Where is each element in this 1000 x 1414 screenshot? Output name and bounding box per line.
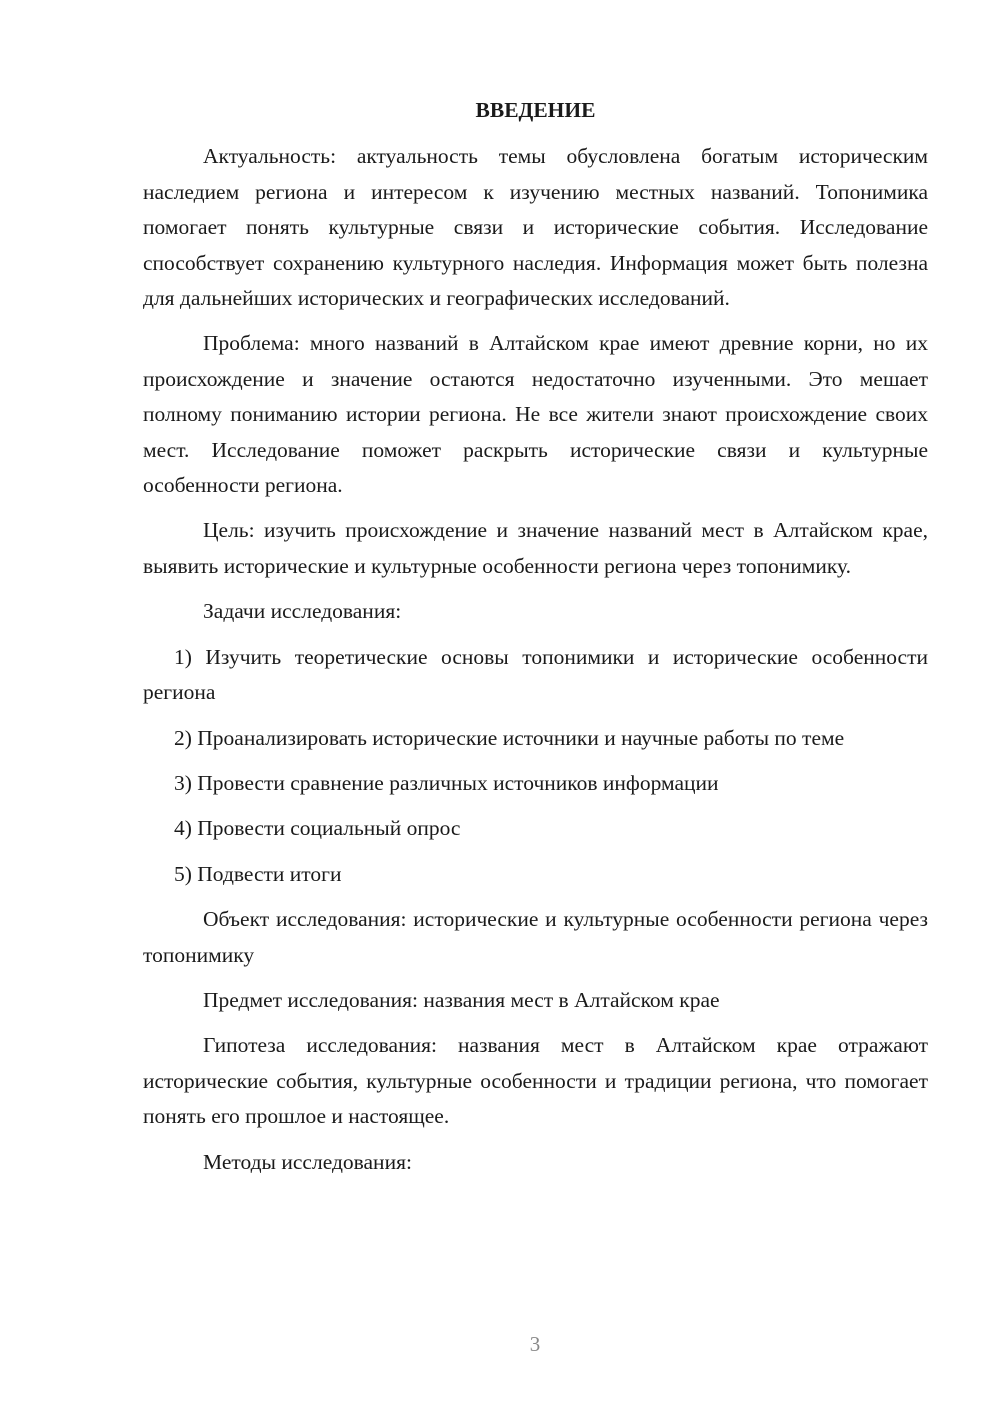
task-item-2: 2) Проанализировать исторические источники и научные работы по теме xyxy=(174,725,845,750)
page-content xyxy=(143,93,928,1180)
paragraph-hypothesis: Гипотеза исследования: названия мест в Алтайском крае отражают исторические события, культурные особенности и традиции региона, что помогает понять его прошлое и настоящее. xyxy=(143,1033,928,1129)
task-item-3: 3) Провести сравнение различных источников информации xyxy=(174,770,719,795)
task-item-4: 4) Провести социальный опрос xyxy=(174,816,461,841)
task-item-1: 1) Изучить теоретические основы топонимики и исторические особенности региона xyxy=(143,644,928,705)
paragraph-object: Объект исследования: исторические и культурные особенности региона через топонимику xyxy=(143,907,928,967)
paragraph-relevance: Актуальность: актуальность темы обусловлена богатым историческим наследием региона и интересом к изучению местных названий. Топонимика помогает понять культурные связи и исторические события. Исследование способствует сохранению культурного наследия. Информация может быть полезна для дальнейших исторических и географических исследований. xyxy=(143,144,928,311)
page-title: ВВЕДЕНИЕ xyxy=(475,98,596,122)
paragraph-goal: Цель: изучить происхождение и значение названий мест в Алтайском крае, выявить исторические и культурные особенности региона через топонимику. xyxy=(143,518,928,578)
paragraph-subject: Предмет исследования: названия мест в Алтайском крае xyxy=(203,987,720,1012)
task-item-5: 5) Подвести итоги xyxy=(174,861,342,886)
page-number: 3 xyxy=(529,1332,541,1356)
tasks-heading: Задачи исследования: xyxy=(203,599,402,624)
methods-heading: Методы исследования: xyxy=(203,1149,412,1174)
paragraph-problem: Проблема: много названий в Алтайском крае имеют древние корни, но их происхождение и значение остаются недостаточно изученными. Это мешает полному пониманию истории региона. Не все жители знают происхождение своих мест. Исследование поможет раскрыть исторические связи и культурные особенности региона. xyxy=(143,331,928,498)
